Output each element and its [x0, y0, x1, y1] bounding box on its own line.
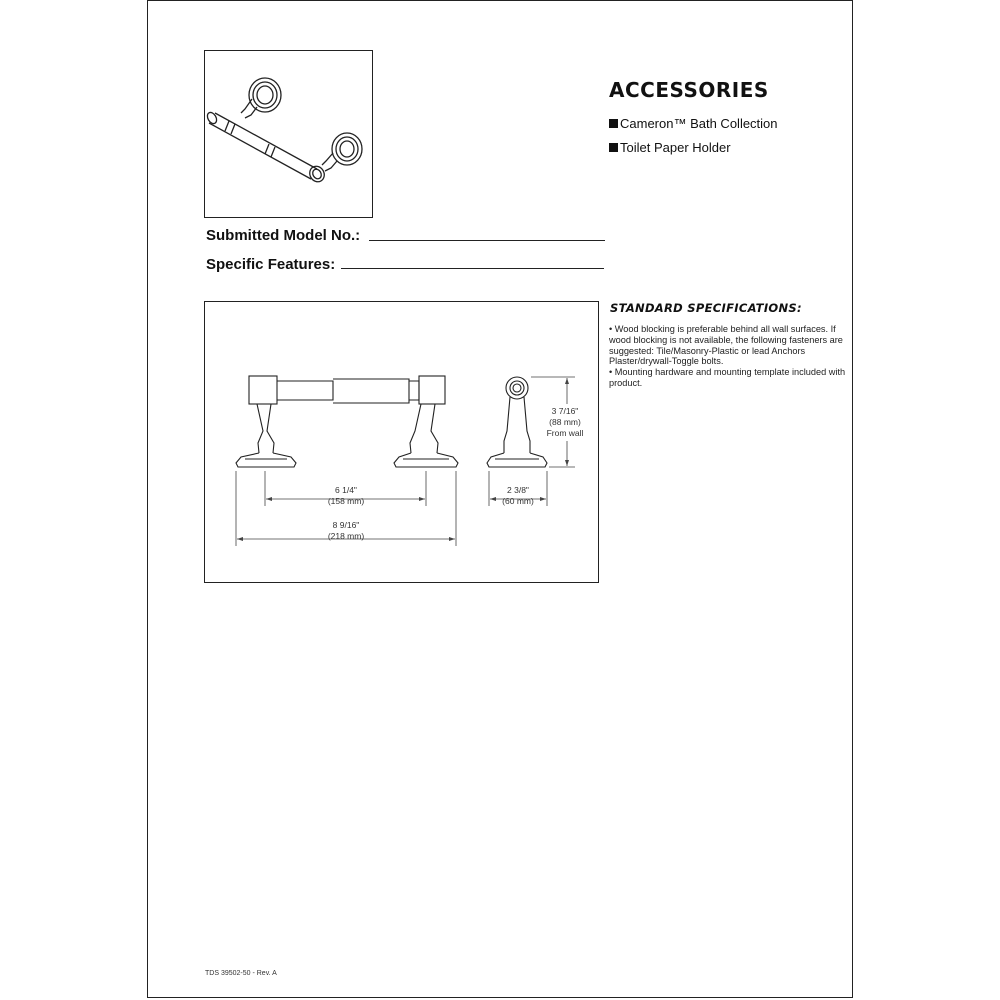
- collection-bullet: [609, 116, 778, 131]
- product-bullet: [609, 140, 731, 155]
- dim-height-mm: (88 mm): [549, 417, 581, 427]
- specifications-text: [609, 324, 851, 389]
- holder-bar: [277, 381, 333, 400]
- dim-height-note: From wall: [546, 428, 584, 438]
- document-id: TDS 39502-50 - Rev. A: [205, 970, 277, 977]
- dim-base-width: 2 3/8": [507, 485, 529, 495]
- bullet-square-icon: [609, 143, 618, 152]
- right-post-cap: [419, 376, 445, 404]
- dim-inner-width-mm: (158 mm): [327, 496, 365, 506]
- side-view-end: [506, 377, 528, 399]
- dimension-drawing: [204, 301, 599, 583]
- dim-base-width-mm: (60 mm): [502, 496, 534, 506]
- product-name: Toilet Paper Holder: [620, 140, 731, 155]
- toilet-paper-holder-illustration: [205, 51, 371, 216]
- technical-drawing: [205, 302, 597, 581]
- spec-item: • Wood blocking is preferable behind all wall surfaces. If wood blocking is not available, the following fasteners are suggested: Tile/Masonry-Plastic or lead Anchors Plaster/drywall-Toggle bolts.: [609, 324, 843, 367]
- bullet-square-icon: [609, 119, 618, 128]
- product-image: [204, 50, 373, 218]
- model-number-field[interactable]: [369, 240, 605, 241]
- spec-item: • Mounting hardware and mounting template included with product.: [609, 367, 846, 388]
- specifications-title: STANDARD SPECIFICATIONS:: [610, 301, 802, 315]
- dim-overall-width: 8 9/16": [332, 520, 360, 530]
- left-post-cap: [249, 376, 277, 404]
- features-field[interactable]: [341, 268, 604, 269]
- collection-name: Cameron™ Bath Collection: [620, 116, 778, 131]
- model-number-label: Submitted Model No.:: [206, 227, 361, 244]
- dim-overall-width-mm: (218 mm): [327, 531, 365, 541]
- section-heading: ACCESSORIES: [609, 78, 769, 102]
- left-post-neck: [257, 404, 263, 453]
- dim-inner-width: 6 1/4": [335, 485, 357, 495]
- features-label: Specific Features:: [206, 256, 336, 273]
- dim-height: 3 7/16": [551, 406, 579, 416]
